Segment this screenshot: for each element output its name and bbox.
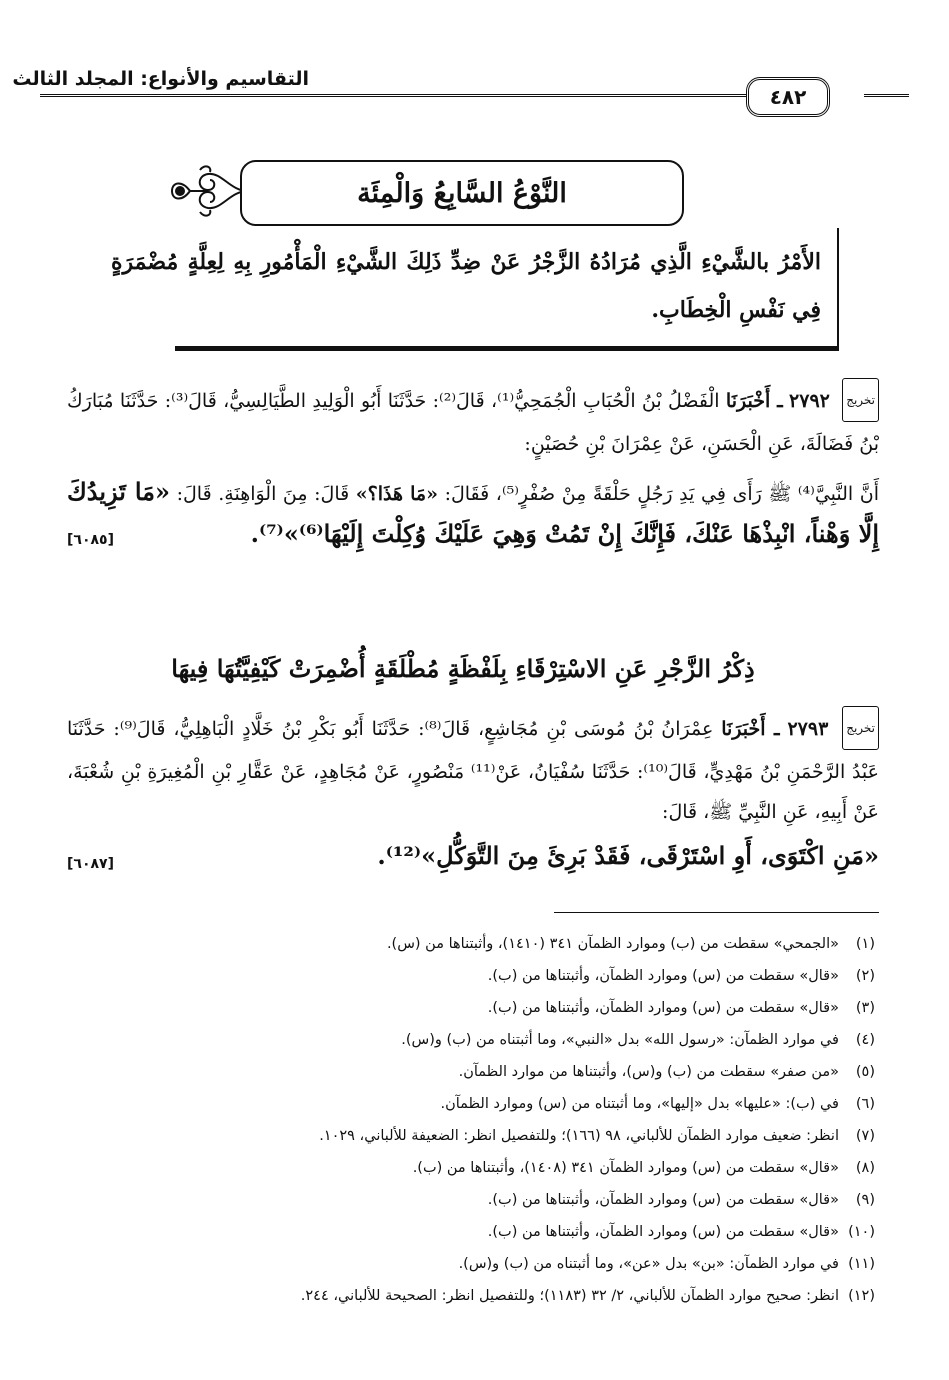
hadith-2793	[67, 708, 879, 884]
hadith-2792-isnad-paragraph	[67, 380, 879, 464]
hadith-2793-isnad-paragraph	[67, 708, 879, 832]
footnote-number: (١)	[855, 936, 875, 952]
footnote-item	[65, 1248, 875, 1280]
footnote-item	[65, 1280, 875, 1312]
hadith-2793-akhbarana: ـ أَخْبَرَنَا	[721, 718, 780, 740]
hadith-2792	[67, 380, 879, 560]
footnote-text: في موارد الظمآن: «بن» بدل «عن»، وما أثبتناه من (ب) و(س).	[458, 1256, 839, 1272]
footnote-text: في موارد الظمآن: «رسول الله» بدل «النبي»، وما أثبتناه من (ب) و(س).	[401, 1032, 839, 1048]
footnote-item	[65, 1088, 875, 1120]
footnote-text: «قال» سقطت من (س) وموارد الظمآن، وأثبتناها من (ب).	[487, 968, 839, 984]
chapter-intro-block	[109, 228, 839, 346]
footnote-number: (٦)	[855, 1096, 875, 1112]
footnote-text: «قال» سقطت من (س) وموارد الظمآن ٣٤١ (١٤٠٨)، وأثبتناها من (ب).	[412, 1160, 839, 1176]
hadith-2792-question: «مَا هَذَا؟»	[355, 483, 438, 505]
hadith-2793-number: ٢٧٩٣	[787, 718, 829, 740]
chapter-title: النَّوْعُ السَّابِعُ وَالْمِئَة	[357, 177, 567, 209]
footnote-text: «من صفر» سقطت من (ب) و(س)، وأثبتناها من موارد الظمآن.	[458, 1064, 839, 1080]
running-title: التقاسيم والأنواع: المجلد الثالث	[12, 68, 309, 90]
footnote-number: (١٢)	[848, 1288, 875, 1304]
footnote-text: «قال» سقطت من (س) وموارد الظمآن، وأثبتناها من (ب).	[487, 1000, 839, 1016]
footnote-text: انظر: ضعيف موارد الظمآن للألباني، ٩٨ (١٦٦)؛ وللتفصيل انظر: الضعيفة للألباني، ١٠٢٩.	[319, 1128, 839, 1144]
footnote-number: (١٠)	[848, 1224, 875, 1240]
hadith-2792-matn-paragraph	[67, 472, 879, 556]
footnote-text: «قال» سقطت من (س) وموارد الظمآن، وأثبتناها من (ب).	[487, 1224, 839, 1240]
footnote-item	[65, 928, 875, 960]
hadith-2793-matn-paragraph	[67, 836, 879, 878]
hadith-2792-isnad: الْفَضْلُ بْنُ الْحُبَابِ الْجُمَحِيُّ⁽¹⁾، قَالَ⁽²⁾: حَدَّثَنَا أَبُو الْوَلِيدِ الطَّيَالِسِيُّ، قَالَ⁽³⁾: حَدَّثَنَا مُبَارَكُ بْنُ فَضَالَةَ، عَنِ الْحَسَنِ، عَنْ عِمْرَانَ بْنِ حُصَيْنٍ:	[67, 390, 879, 455]
page-number	[746, 77, 830, 117]
footnotes-list	[65, 928, 875, 1312]
footnote-item	[65, 960, 875, 992]
footnote-number: (٩)	[855, 1192, 875, 1208]
takhrij-badge-icon: تخريج	[842, 378, 879, 422]
hadith-2793-isnad: عِمْرَانُ بْنُ مُوسَى بْنِ مُجَاشِعٍ، قَالَ⁽⁸⁾: حَدَّثَنَا أَبُو بَكْرِ بْنُ خَلَّادٍ الْبَاهِلِيُّ، قَالَ⁽⁹⁾: حَدَّثَنَا عَبْدُ الرَّحْمَنِ بْنُ مَهْدِيٍّ، قَالَ⁽¹⁰⁾: حَدَّثَنَا سُفْيَانُ، عَنْ⁽¹¹⁾ مَنْصُورٍ، عَنْ مُجَاهِدٍ، عَنْ عَقَّارِ بْنِ الْمُغِيرَةِ بْنِ شُعْبَةَ، عَنْ أَبِيهِ، عَنِ النَّبِيِّ ﷺ، قَالَ:	[67, 718, 879, 823]
hadith-2792-prophetic-saying: «مَا تَزِيدُكَ إِلَّا وَهْناً، انْبِذْهَا عَنْكَ، فَإِنَّكَ إِنْ تَمُتْ وَهِيَ عَلَيْكَ وُكِلْتَ إِلَيْهَا⁽⁶⁾»⁽⁷⁾.	[67, 477, 879, 548]
hadith-2792-matn-mid: قَالَ: مِنَ الْوَاهِنَةِ. قَالَ:	[176, 483, 350, 505]
footnote-item	[65, 1184, 875, 1216]
footnote-number: (٥)	[855, 1064, 875, 1080]
hadith-2792-matn-intro: أَنَّ النَّبِيَّ⁽⁴⁾ ﷺ رَأَى فِي يَدِ رَجُلٍ حَلْقَةً مِنْ صُفْرٍ⁽⁵⁾، فَقَالَ:	[444, 483, 880, 505]
footnote-text: انظر: صحيح موارد الظمآن للألباني، ٢/ ٣٢ (١١٨٣)؛ وللتفصيل انظر: الصحيحة للألباني، ٢٤٤.	[300, 1288, 839, 1304]
section-heading: ذِكْرُ الزَّجْرِ عَنِ الاسْتِرْقَاءِ بِلَفْظَةٍ مُطْلَقَةٍ أُضْمِرَتْ كَيْفِيَّتُهَا فِيهَا	[171, 654, 755, 683]
footnote-text: «قال» سقطت من (س) وموارد الظمآن، وأثبتناها من (ب).	[487, 1192, 839, 1208]
chapter-intro-rule	[175, 346, 839, 351]
footnote-item	[65, 1056, 875, 1088]
footnote-number: (٢)	[855, 968, 875, 984]
footnote-text: «الجمحي» سقطت من (ب) وموارد الظمآن ٣٤١ (١٤١٠)، وأثبتناها من (س).	[386, 936, 839, 952]
header-rule	[40, 94, 826, 97]
hadith-2793-prophetic-saying: «مَنِ اكْتَوَى، أَوِ اسْتَرْقَى، فَقَدْ بَرِئَ مِنَ التَّوَكُّلِ»⁽¹²⁾.	[377, 841, 879, 870]
footnote-number: (١١)	[848, 1256, 875, 1272]
floral-ornament-icon	[160, 160, 250, 222]
hadith-2793-reference: [٦٠٨٧]	[67, 856, 114, 872]
hadith-2792-akhbarana: ـ أَخْبَرَنَا	[725, 390, 783, 412]
hadith-2792-reference: [٦٠٨٥]	[67, 532, 114, 548]
footnote-number: (٣)	[855, 1000, 875, 1016]
footnote-number: (٨)	[855, 1160, 875, 1176]
header-rule-right	[864, 94, 909, 97]
footnote-item	[65, 1024, 875, 1056]
page-number-text: ٤٨٢	[769, 85, 807, 109]
footnote-text: في (ب): «عليها» بدل «إليها»، وما أثبتناه من (س) وموارد الظمآن.	[440, 1096, 839, 1112]
footnote-number: (٧)	[855, 1128, 875, 1144]
chapter-title-box	[240, 160, 684, 226]
chapter-intro-text: الأَمْرُ بالشَّيْءِ الَّذِي مُرَادُهُ الزَّجْرُ عَنْ ضِدِّ ذَلِكَ الشَّيْءِ الْمَأْمُورِ بِهِ لِعِلَّةٍ مُضْمَرَةٍ فِي نَفْسِ الْخِطَابِ.	[111, 249, 821, 323]
footnote-item	[65, 1216, 875, 1248]
hadith-2792-number: ٢٧٩٢	[789, 390, 830, 412]
footnote-item	[65, 1120, 875, 1152]
takhrij-badge-icon: تخريج	[842, 706, 879, 750]
footnote-separator	[554, 912, 879, 913]
footnote-item	[65, 1152, 875, 1184]
footnote-number: (٤)	[855, 1032, 875, 1048]
footnote-item	[65, 992, 875, 1024]
